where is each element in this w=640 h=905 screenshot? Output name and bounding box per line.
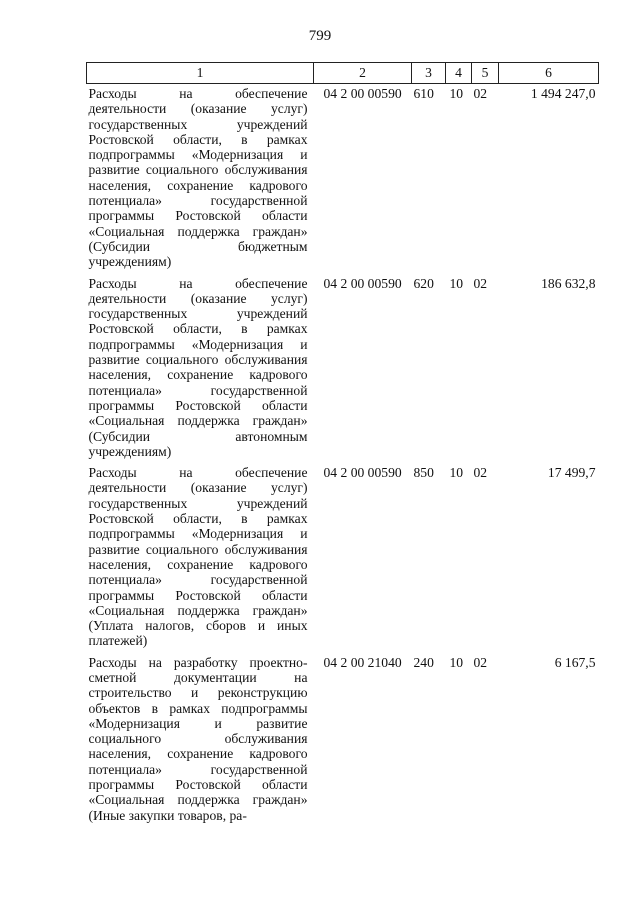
table-body	[87, 84, 599, 827]
table-row	[87, 84, 599, 274]
row-subsection: 02	[473, 465, 488, 481]
header-col-2: 2	[314, 63, 412, 84]
table-row	[87, 463, 599, 653]
header-col-5: 5	[472, 63, 499, 84]
header-col-1: 1	[87, 63, 314, 84]
row-expense-type: 620	[413, 275, 434, 291]
row-amount: 1 494 247,0	[530, 86, 596, 101]
row-expense-type: 610	[413, 86, 434, 101]
header-col-3: 3	[412, 63, 446, 84]
row-section: 10	[449, 654, 464, 670]
row-section: 10	[449, 86, 464, 101]
row-description: Расходы на обеспечение деятельности (оказание услуг) государственных учреждений Ростовской области, в рамках подпрограммы «Модернизация и развитие социального обслуживания населения, сохранение кадрового потенциала» государственной программы Ростовской области «Социальная поддержка граждан» (Уплата налогов, сборов и иных платежей)	[88, 465, 308, 649]
row-section: 10	[449, 275, 464, 291]
row-description: Расходы на обеспечение деятельности (оказание услуг) государственных учреждений Ростовской области, в рамках подпрограммы «Модернизация и развитие социального обслуживания населения, сохранение кадрового потенциала» государственной программы Ростовской области «Социальная поддержка граждан» (Субсидии автономным учреждениям)	[88, 275, 308, 459]
row-section: 10	[449, 465, 464, 481]
row-subsection: 02	[473, 275, 488, 291]
row-subsection: 02	[473, 86, 488, 101]
header-col-4: 4	[446, 63, 472, 84]
row-expense-type: 850	[413, 465, 434, 481]
row-amount: 17 499,7	[547, 465, 596, 481]
row-amount: 6 167,5	[554, 654, 596, 670]
table-header	[87, 63, 599, 84]
budget-table	[86, 62, 599, 827]
header-row	[87, 63, 599, 84]
row-target-article: 04 2 00 21040	[323, 654, 402, 670]
row-amount: 186 632,8	[541, 275, 596, 291]
row-target-article: 04 2 00 00590	[323, 465, 402, 481]
row-target-article: 04 2 00 00590	[323, 275, 402, 291]
header-col-6: 6	[499, 63, 599, 84]
table-row	[87, 653, 599, 827]
row-subsection: 02	[473, 654, 488, 670]
row-target-article: 04 2 00 00590	[323, 86, 402, 101]
row-description: Расходы на разработку проектно-сметной документации на строительство и реконструкцию объектов в рамках подпрограммы «Модернизация и развитие социального обслуживания населения, сохранение кадрового потенциала» государственной программы Ростовской области «Социальная поддержка граждан» (Иные закупки товаров, ра-	[88, 654, 308, 823]
row-description: Расходы на обеспечение деятельности (оказание услуг) государственных учреждений Ростовской области, в рамках подпрограммы «Модернизация и развитие социального обслуживания населения, сохранение кадрового потенциала» государственной программы Ростовской области «Социальная поддержка граждан» (Субсидии бюджетным учреждениям)	[88, 86, 308, 270]
page-number: 799	[308, 28, 332, 44]
row-expense-type: 240	[413, 654, 434, 670]
table-row	[87, 274, 599, 464]
